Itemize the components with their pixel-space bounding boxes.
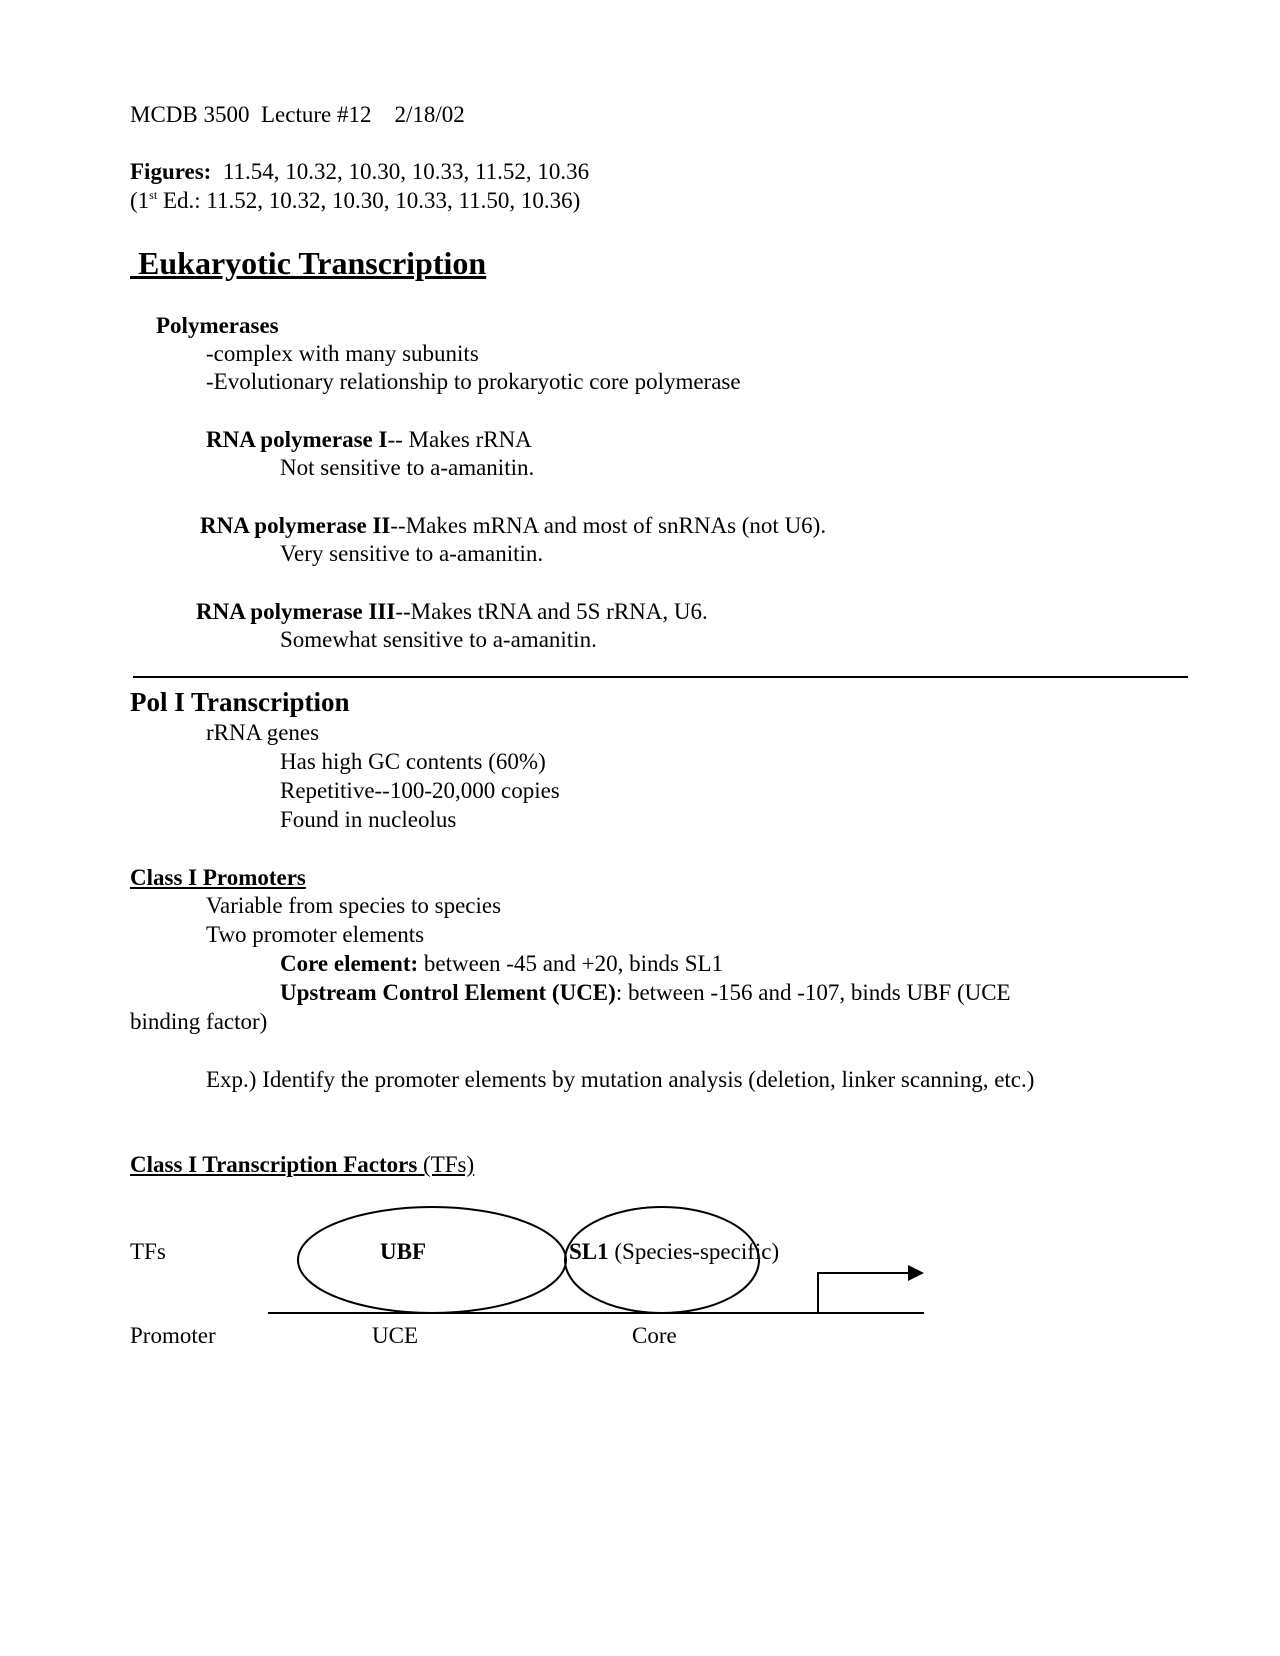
uce-wrap-line: binding factor) (130, 1009, 268, 1034)
arrow-head-icon (908, 1265, 924, 1281)
core-element-text: between -45 and +20, binds SL1 (418, 951, 724, 976)
uce-text: : between -156 and -107, binds UBF (UCE (615, 980, 1011, 1005)
rrna-genes-subheading: rRNA genes (206, 720, 320, 745)
class1-tfs-suffix: (TFs) (417, 1152, 475, 1177)
figures-list: 11.54, 10.32, 10.30, 10.33, 11.52, 10.36 (222, 159, 590, 184)
experiment-line: Exp.) Identify the promoter elements by mutation analysis (deletion, linker scanning, etc.) (206, 1067, 1035, 1092)
core-element-label: Core element: (280, 951, 419, 976)
polymerase-bullet: -Evolutionary relationship to prokaryotic core polymerase (206, 369, 741, 394)
sl1-label-line (569, 1238, 779, 1266)
core-diagram-label: Core (632, 1323, 677, 1348)
class1-tfs-title: Class I Transcription Factors (130, 1152, 418, 1177)
pol3-name: RNA polymerase III (196, 599, 396, 624)
pol3-desc: --Makes tRNA and 5S rRNA, U6. (395, 599, 708, 624)
pol3-sensitivity: Somewhat sensitive to a-amanitin. (280, 627, 597, 652)
polymerase-bullet: -complex with many subunits (206, 341, 479, 366)
ubf-ellipse (298, 1207, 566, 1313)
promoter-line: Variable from species to species (206, 893, 502, 918)
sl1-suffix: (Species-specific) (608, 1239, 780, 1264)
lecture-date: 2/18/02 (394, 102, 465, 127)
page-title: Eukaryotic Transcription (138, 245, 487, 281)
polymerases-heading: Polymerases (156, 313, 279, 338)
pol1-transcription-heading: Pol I Transcription (130, 687, 350, 717)
promoter-line: Two promoter elements (206, 922, 425, 947)
diagram-row-tfs: TFs (130, 1239, 166, 1264)
course-code: MCDB 3500 (130, 102, 250, 127)
uce-diagram-label: UCE (372, 1323, 418, 1348)
rrna-fact: Found in nucleolus (280, 807, 457, 832)
pol2-desc: --Makes mRNA and most of snRNAs (not U6). (390, 513, 827, 538)
pol2-name: RNA polymerase II (200, 513, 391, 538)
rrna-fact: Repetitive--100-20,000 copies (280, 778, 560, 803)
pol1-desc: -- Makes rRNA (387, 427, 532, 452)
ubf-label: UBF (380, 1239, 426, 1264)
pol1-name: RNA polymerase I (206, 427, 388, 452)
diagram-row-promoter: Promoter (130, 1323, 216, 1348)
pol1-sensitivity: Not sensitive to a-amanitin. (280, 455, 535, 480)
class1-promoters-heading: Class I Promoters (130, 865, 306, 890)
sl1-label: SL1 (569, 1239, 609, 1264)
uce-label: Upstream Control Element (UCE) (280, 980, 616, 1005)
rrna-fact: Has high GC contents (60%) (280, 749, 546, 774)
pol2-sensitivity: Very sensitive to a-amanitin. (280, 541, 544, 566)
first-edition-figures: (1st Ed.: 11.52, 10.32, 10.30, 10.33, 11.50, 10.36) (130, 188, 581, 213)
transcription-start-arrow (818, 1273, 910, 1313)
lecture-number: Lecture #12 (261, 102, 372, 127)
figures-label: Figures: (130, 159, 212, 184)
